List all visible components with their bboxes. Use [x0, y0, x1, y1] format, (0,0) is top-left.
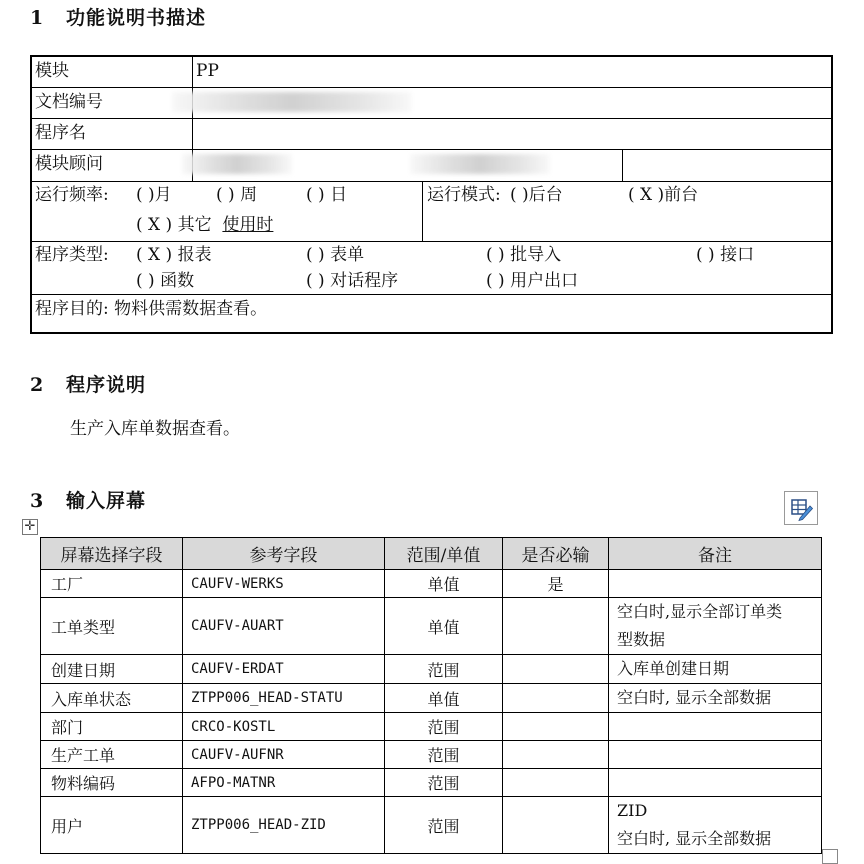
- ref-cell: CAUFV-AUFNR: [183, 741, 385, 769]
- ref-cell: CRCO-KOSTL: [183, 713, 385, 741]
- mode-label: 运行模式:: [427, 185, 501, 205]
- note-cell: [609, 570, 822, 598]
- program-description: 生产入库单数据查看。: [70, 419, 240, 439]
- section-2-heading: [30, 370, 146, 397]
- frequency-month: ( )月: [136, 185, 172, 205]
- required-cell: [503, 598, 609, 655]
- redacted-doc-number: [172, 92, 412, 112]
- table-row: [41, 769, 822, 797]
- table-row: [41, 713, 822, 741]
- note-line: 空白时, 显示全部数据: [617, 688, 772, 707]
- redacted-consultant-2: [410, 154, 550, 174]
- type-dialog: ( ) 对话程序: [306, 271, 399, 291]
- range-cell: 范围: [385, 713, 503, 741]
- header-reference-field: 参考字段: [183, 538, 385, 570]
- section-title: 功能说明书描述: [66, 7, 207, 29]
- header-screen-field: 屏幕选择字段: [41, 538, 183, 570]
- required-cell: [503, 713, 609, 741]
- note-cell: [609, 713, 822, 741]
- section-number: 3: [30, 490, 45, 512]
- range-cell: 范围: [385, 655, 503, 684]
- consultant-label: 模块顾问: [35, 154, 103, 174]
- frequency-other: [136, 215, 273, 235]
- range-cell: 单值: [385, 598, 503, 655]
- table-row: [41, 570, 822, 598]
- field-cell: 用户: [41, 797, 183, 854]
- note-cell: [609, 741, 822, 769]
- range-cell: 范围: [385, 741, 503, 769]
- type-interface: ( ) 接口: [696, 245, 755, 265]
- header-range-single: 范围/单值: [385, 538, 503, 570]
- field-cell: 物料编码: [41, 769, 183, 797]
- required-cell: 是: [503, 570, 609, 598]
- note-line: 空白时,显示全部订单类: [617, 602, 783, 621]
- program-name-label: 程序名: [35, 123, 86, 143]
- table-row: [41, 741, 822, 769]
- type-report: ( X ) 报表: [136, 245, 212, 265]
- mode-background: ( )后台: [510, 185, 563, 205]
- frequency-day: ( ) 日: [306, 185, 348, 205]
- ref-cell: AFPO-MATNR: [183, 769, 385, 797]
- type-form: ( ) 表单: [306, 245, 365, 265]
- redacted-consultant: [182, 154, 292, 174]
- table-row: [41, 684, 822, 713]
- required-cell: [503, 769, 609, 797]
- type-user-exit: ( ) 用户出口: [486, 271, 579, 291]
- frequency-other-value: 使用时: [222, 215, 274, 235]
- program-type-label: 程序类型:: [35, 245, 109, 265]
- field-cell: 生产工单: [41, 741, 183, 769]
- type-function: ( ) 函数: [136, 271, 195, 291]
- field-cell: 入库单状态: [41, 684, 183, 713]
- type-batch: ( ) 批导入: [486, 245, 562, 265]
- table-row: [41, 598, 822, 655]
- required-cell: [503, 797, 609, 854]
- ref-cell: CAUFV-WERKS: [183, 570, 385, 598]
- ref-cell: CAUFV-AUART: [183, 598, 385, 655]
- section-title: 输入屏幕: [66, 490, 147, 512]
- note-cell: [609, 769, 822, 797]
- note-cell: [609, 684, 822, 713]
- required-cell: [503, 655, 609, 684]
- field-cell: 工单类型: [41, 598, 183, 655]
- table-header-row: [41, 538, 822, 570]
- table-resize-handle[interactable]: [822, 849, 838, 864]
- section-number: 1: [30, 7, 45, 29]
- table-row: [41, 797, 822, 854]
- doc-number-label: 文档编号: [35, 92, 103, 112]
- range-cell: 范围: [385, 797, 503, 854]
- note-cell: [609, 598, 822, 655]
- module-label: 模块: [35, 61, 69, 81]
- frequency-week: ( ) 周: [216, 185, 258, 205]
- input-screen-table: [40, 537, 822, 854]
- required-cell: [503, 684, 609, 713]
- table-row: [41, 655, 822, 684]
- note-cell: [609, 655, 822, 684]
- table-layout-icon[interactable]: [784, 491, 818, 525]
- spec-table: [30, 55, 833, 334]
- frequency-other-prefix: ( X ) 其它: [136, 215, 212, 235]
- header-required: 是否必输: [503, 538, 609, 570]
- note-line: ZID: [617, 801, 648, 820]
- ref-cell: CAUFV-ERDAT: [183, 655, 385, 684]
- range-cell: 范围: [385, 769, 503, 797]
- module-value: PP: [196, 61, 219, 81]
- field-cell: 创建日期: [41, 655, 183, 684]
- section-3-heading: [30, 486, 146, 513]
- required-cell: [503, 741, 609, 769]
- table-move-handle-icon[interactable]: ✛: [22, 519, 38, 535]
- note-line: 入库单创建日期: [617, 659, 730, 678]
- section-number: 2: [30, 374, 45, 396]
- frequency-label: 运行频率:: [35, 185, 109, 205]
- header-remarks: 备注: [609, 538, 822, 570]
- field-cell: 部门: [41, 713, 183, 741]
- section-title: 程序说明: [66, 374, 147, 396]
- note-line: 空白时, 显示全部数据: [617, 829, 772, 848]
- note-cell: [609, 797, 822, 854]
- section-1-heading: [30, 3, 206, 30]
- range-cell: 单值: [385, 684, 503, 713]
- note-line: 型数据: [617, 630, 666, 649]
- mode-foreground: ( X )前台: [628, 185, 699, 205]
- ref-cell: ZTPP006_HEAD-ZID: [183, 797, 385, 854]
- range-cell: 单值: [385, 570, 503, 598]
- program-purpose: 程序目的: 物料供需数据查看。: [35, 299, 268, 319]
- field-cell: 工厂: [41, 570, 183, 598]
- ref-cell: ZTPP006_HEAD-STATU: [183, 684, 385, 713]
